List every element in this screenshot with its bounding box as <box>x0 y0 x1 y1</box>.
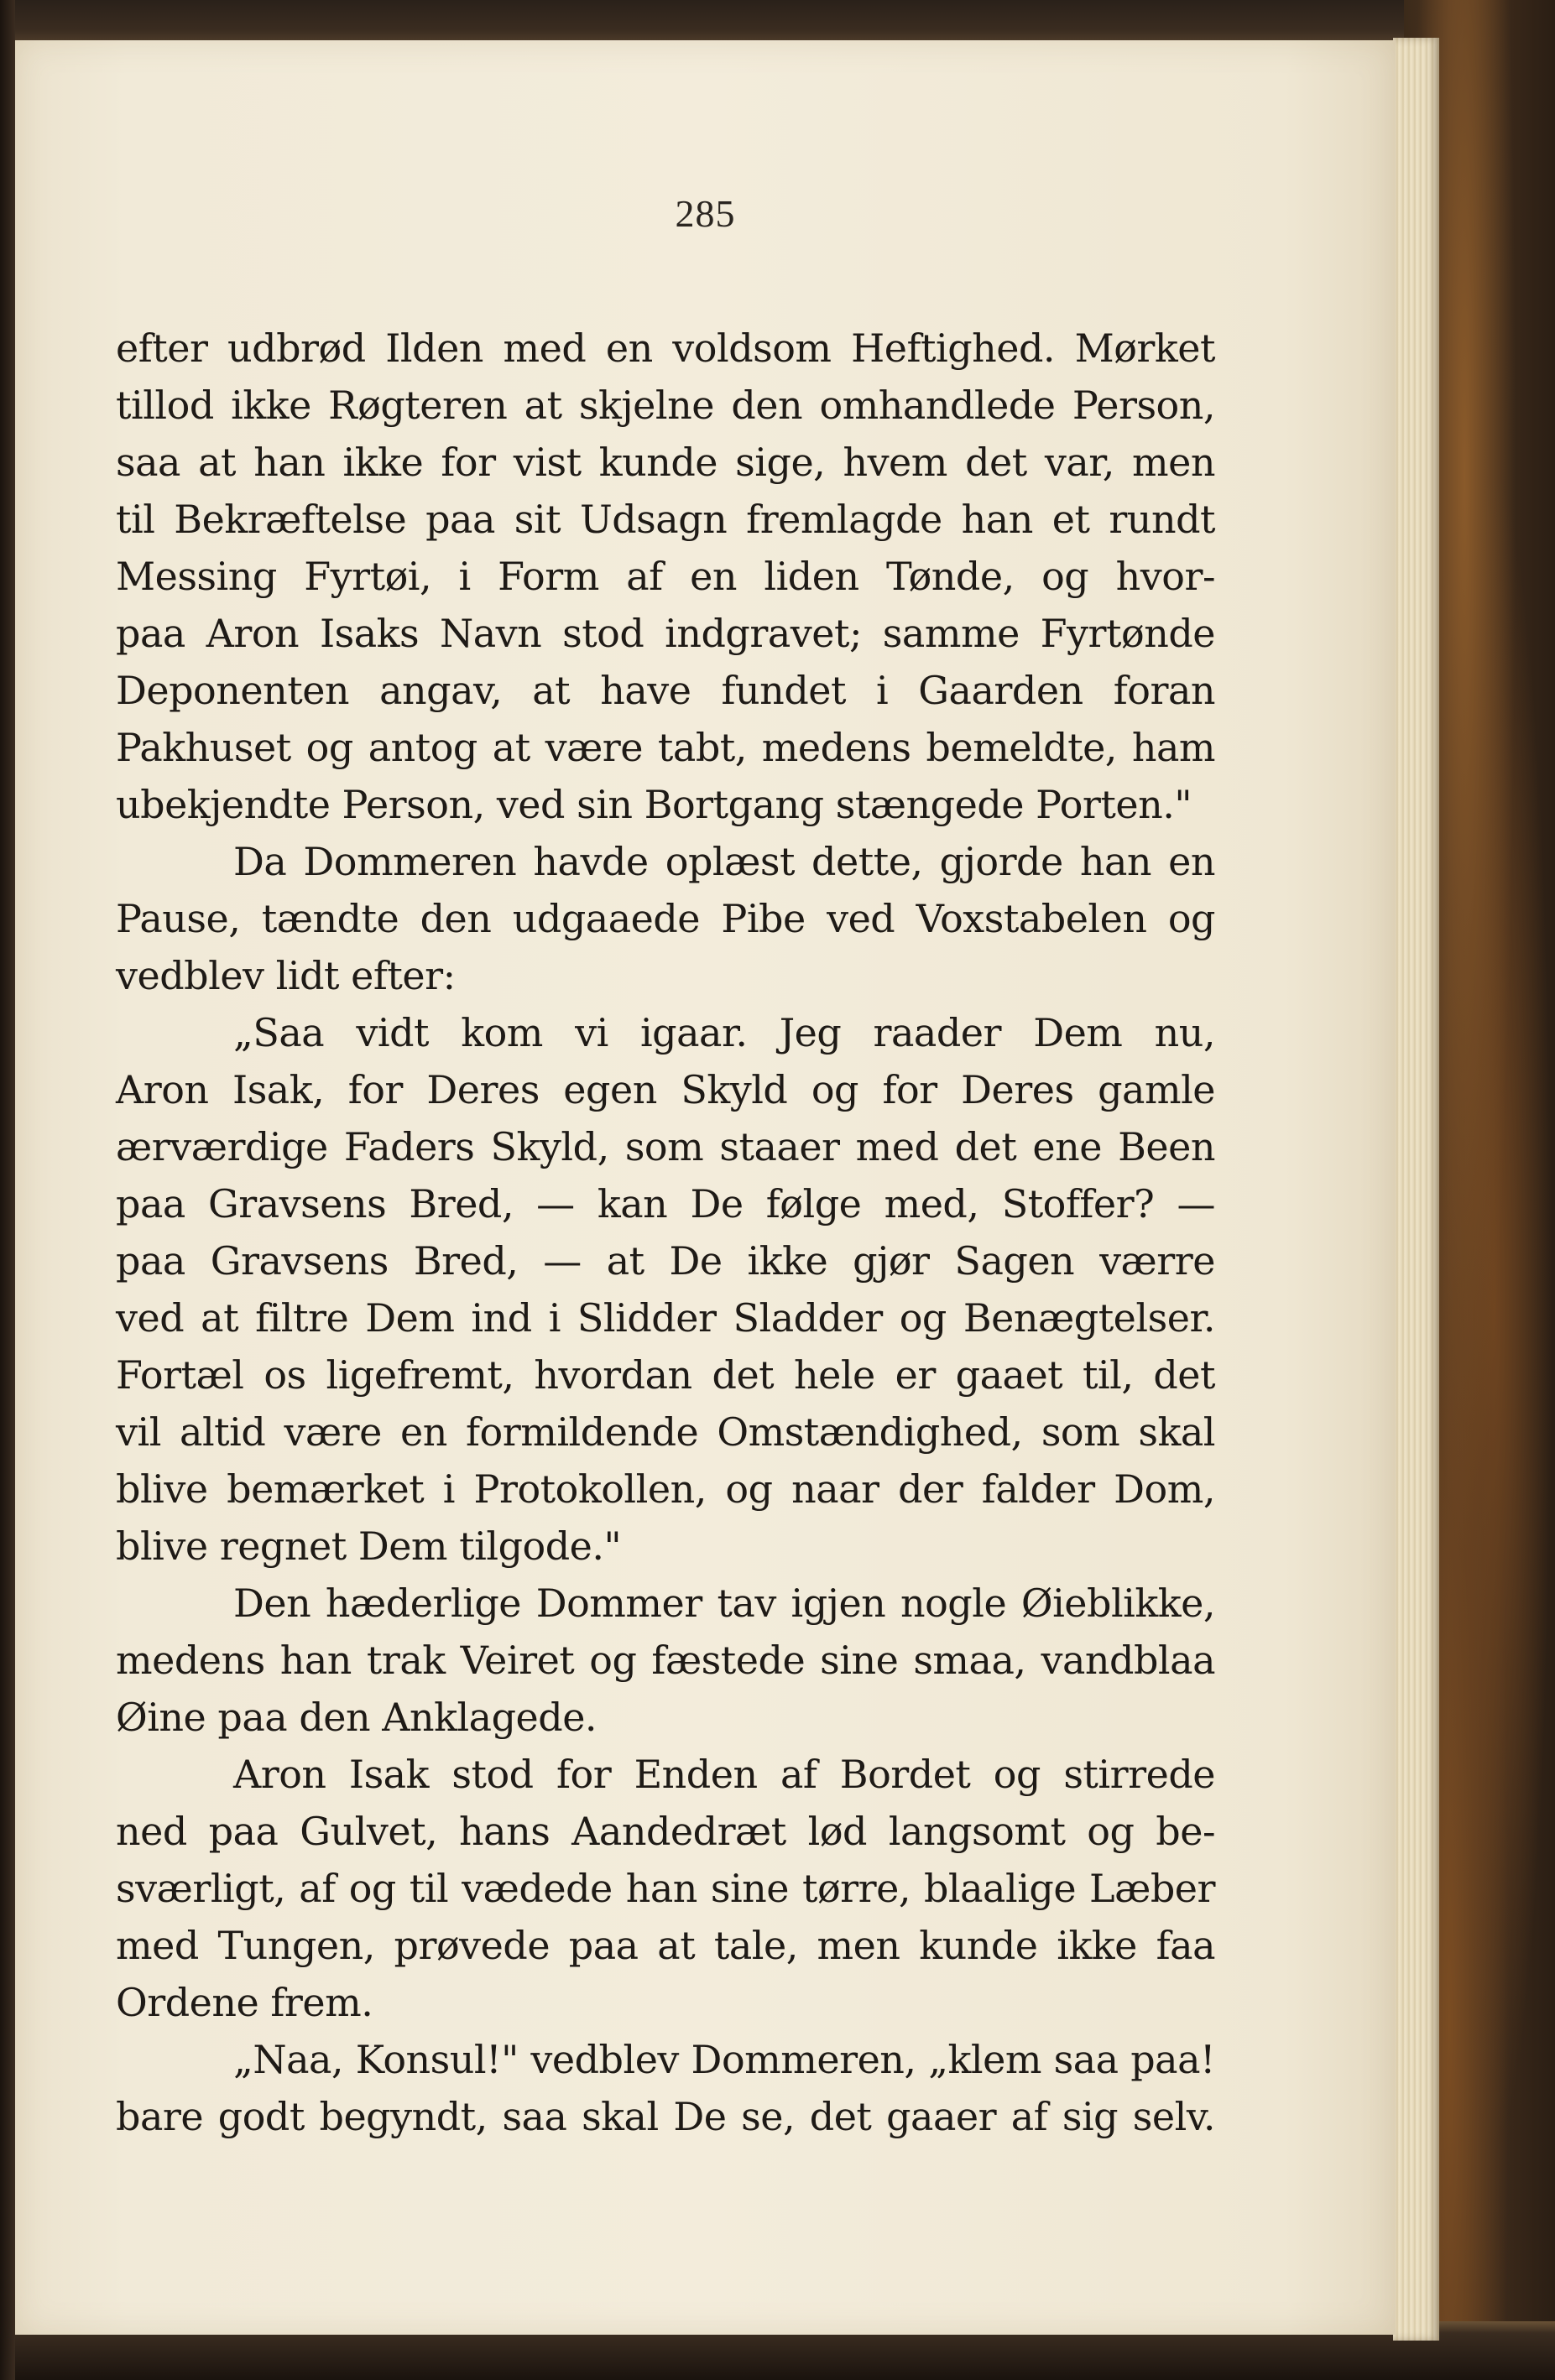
text-line: Da Dommeren havde oplæst dette, gjorde han en <box>233 839 1215 884</box>
text-line: efter udbrød Ilden med en voldsom Heftighed. Mørket <box>116 325 1215 371</box>
text-line: „Saa vidt kom vi igaar. Jeg raader Dem nu, <box>233 1010 1215 1055</box>
text-line: Øine paa den Anklagede. <box>116 1695 597 1740</box>
text-line: medens han trak Veiret og fæstede sine smaa, vandblaa <box>116 1638 1215 1683</box>
text-line: blive regnet Dem tilgode." <box>116 1523 622 1569</box>
text-line: paa Aron Isaks Navn stod indgravet; samme Fyrtønde <box>116 611 1215 656</box>
page-edges <box>1393 38 1439 2341</box>
book-page <box>15 40 1396 2335</box>
text-line: ved at filtre Dem ind i Slidder Sladder og Benægtelser. <box>116 1295 1215 1341</box>
text-line: ubekjendte Person, ved sin Bortgang stængede Porten." <box>116 782 1192 827</box>
text-line: Messing Fyrtøi, i Form af en liden Tønde, og hvor- <box>116 554 1215 599</box>
text-line: saa at han ikke for vist kunde sige, hvem det var, men <box>116 440 1215 485</box>
text-line: Fortæl os ligefremt, hvordan det hele er gaaet til, det <box>116 1352 1215 1398</box>
body-text <box>116 320 1215 2145</box>
page-number: 285 <box>675 192 736 235</box>
text-line: Pause, tændte den udgaaede Pibe ved Voxstabelen og <box>116 896 1215 941</box>
book-cover-left <box>0 0 15 2380</box>
text-line: paa Gravsens Bred, — kan De følge med, Stoffer? — <box>116 1181 1215 1226</box>
text-line: blive bemærket i Protokollen, og naar der falder Dom, <box>116 1466 1215 1512</box>
text-line: „Naa, Konsul!" vedblev Dommeren, „klem saa paa! <box>233 2037 1215 2082</box>
text-line: vedblev lidt efter: <box>116 953 456 998</box>
text-line: med Tungen, prøvede paa at tale, men kunde ikke faa <box>116 1923 1215 1968</box>
text-line: sværligt, af og til vædede han sine tørre, blaalige Læber <box>116 1866 1215 1911</box>
text-line: ned paa Gulvet, hans Aandedræt lød langsomt og be- <box>116 1809 1215 1854</box>
text-line: Den hæderlige Dommer tav igjen nogle Øieblikke, <box>233 1581 1215 1626</box>
text-line: paa Gravsens Bred, — at De ikke gjør Sagen værre <box>116 1238 1215 1284</box>
text-line: vil altid være en formildende Omstændighed, som skal <box>116 1409 1215 1455</box>
text-line: ærværdige Faders Skyld, som staaer med det ene Been <box>116 1124 1215 1169</box>
text-line: Ordene frem. <box>116 1980 373 2025</box>
text-line: Deponenten angav, at have fundet i Gaarden foran <box>116 668 1215 713</box>
text-line: Aron Isak, for Deres egen Skyld og for Deres gamle <box>116 1067 1215 1112</box>
text-line: Aron Isak stod for Enden af Bordet og stirrede <box>233 1752 1215 1797</box>
text-line: Pakhuset og antog at være tabt, medens bemeldte, ham <box>116 725 1215 770</box>
text-line: til Bekræftelse paa sit Udsagn fremlagde han et rundt <box>116 497 1215 542</box>
text-line: tillod ikke Røgteren at skjelne den omhandlede Person, <box>116 383 1215 428</box>
text-line: bare godt begyndt, saa skal De se, det gaaer af sig selv. <box>116 2094 1215 2139</box>
